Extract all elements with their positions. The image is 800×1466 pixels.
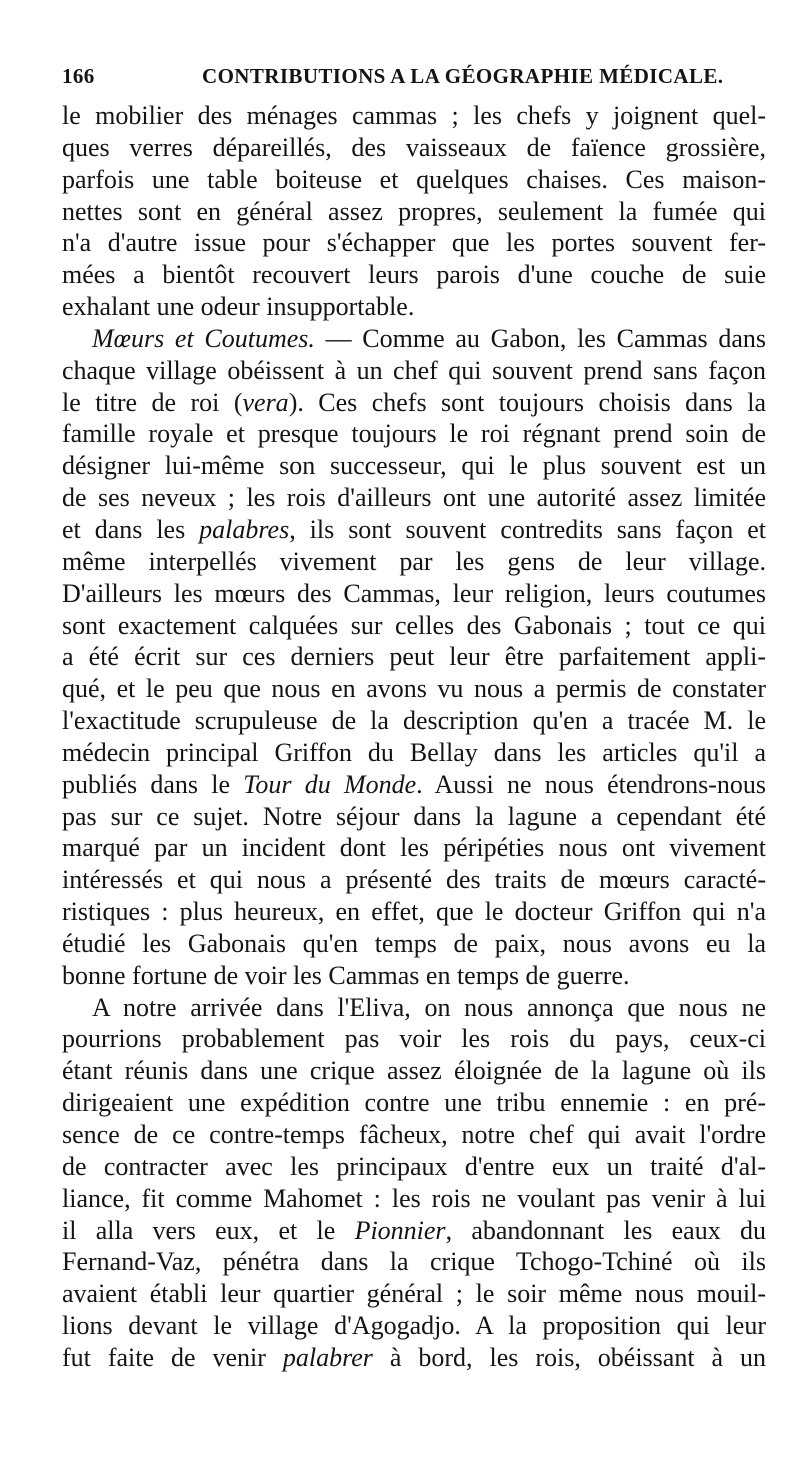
text-fragment: . Aussi ne nous étendrons-nous bbox=[416, 769, 766, 799]
text-line: étudié les Gabonais qu'en temps de paix, nous avons eu la bbox=[62, 928, 766, 958]
text-line: étant réunis dans une crique assez éloignée de la lagune où ils bbox=[62, 1056, 766, 1086]
section-heading-line bbox=[62, 323, 766, 355]
body-text bbox=[62, 100, 766, 1374]
text-line: le mobilier des ménages cammas ; les chefs y joignent quel- bbox=[62, 101, 766, 130]
text-line: pas sur ce sujet. Notre séjour dans la lagune a cependant été bbox=[62, 801, 766, 831]
text-line: médecin principal Griffon du Bellay dans les articles qu'il a bbox=[62, 737, 766, 767]
text-line: Fernand-Vaz, pénétra dans la crique Tchogo-Tchiné où ils bbox=[62, 1247, 766, 1277]
text-line: sont exactement calquées sur celles des Gabonais ; tout ce qui bbox=[62, 610, 766, 640]
text-line: mées a bientôt recouvert leurs parois d'une couche de suie bbox=[62, 260, 766, 290]
text-line: bonne fortune de voir les Cammas en temps de guerre. bbox=[62, 960, 630, 990]
text-fragment: à bord, les rois, obéissant à un bbox=[372, 1342, 766, 1372]
text-fragment: — Comme au Gabon, les Cammas dans bbox=[314, 323, 767, 353]
text-line: de contracter avec les principaux d'entre eux un traité d'al- bbox=[62, 1151, 766, 1181]
text-line: D'ailleurs les mœurs des Cammas, leur religion, leurs coutumes bbox=[62, 578, 766, 608]
text-line: avaient établi leur quartier général ; le soir même nous mouil- bbox=[62, 1279, 766, 1309]
text-line: lions devant le village d'Agogadjo. A la proposition qui leur bbox=[62, 1311, 766, 1341]
text-line: n'a d'autre issue pour s'échapper que les portes souvent fer- bbox=[62, 228, 766, 258]
text-line: marqué par un incident dont les péripéties nous ont vivement bbox=[62, 833, 766, 863]
text-fragment: le titre de roi ( bbox=[62, 387, 243, 417]
text-line: a été écrit sur ces derniers peut leur être parfaitement appli- bbox=[62, 642, 766, 672]
text-line: ristiques : plus heureux, en effet, que le docteur Griffon qui n'a bbox=[62, 897, 766, 927]
italic-term: vera bbox=[242, 387, 289, 417]
text-line: sence de ce contre-temps fâcheux, notre chef qui avait l'ordre bbox=[62, 1120, 766, 1149]
text-line: pourrions probablement pas voir les rois du pays, ceux-ci bbox=[62, 1024, 766, 1054]
text-line: qué, et le peu que nous en avons vu nous a permis de constater bbox=[62, 674, 766, 704]
text-line: nettes sont en général assez propres, seulement la fumée qui bbox=[62, 196, 766, 226]
text-line: famille royale et presque toujours le roi régnant prend soin de bbox=[62, 419, 766, 449]
page-header bbox=[62, 60, 766, 96]
text-line bbox=[62, 387, 766, 419]
text-line: intéressés et qui nous a présenté des traits de mœurs caracté- bbox=[62, 865, 766, 895]
text-line: chaque village obéissent à un chef qui souvent prend sans façon bbox=[62, 355, 766, 385]
text-fragment: , ils sont souvent contredits sans façon et bbox=[289, 514, 766, 544]
italic-term: palabres bbox=[199, 514, 290, 544]
text-line: l'exactitude scrupuleuse de la description qu'en a tracée M. le bbox=[62, 706, 766, 736]
text-line: désigner lui-même son successeur, qui le plus souvent est un bbox=[62, 451, 766, 481]
running-title: CONTRIBUTIONS A LA GÉOGRAPHIE MÉDICALE. bbox=[202, 64, 724, 88]
italic-term: palabrer bbox=[282, 1342, 373, 1372]
italic-term: Tour du Monde bbox=[243, 769, 417, 799]
text-line: même interpellés vivement par les gens de leur village. bbox=[62, 546, 766, 576]
text-fragment: et dans les bbox=[62, 514, 200, 544]
text-line: A notre arrivée dans l'Eliva, on nous annonça que nous ne bbox=[92, 992, 766, 1022]
text-fragment: ). Ces chefs sont toujours choisis dans la bbox=[288, 387, 766, 417]
page-number: 166 bbox=[62, 64, 95, 88]
text-line bbox=[62, 1342, 766, 1374]
text-line: liance, fit comme Mahomet : les rois ne voulant pas venir à lui bbox=[62, 1183, 766, 1213]
text-line: ques verres dépareillés, des vaisseaux de faïence grossière, bbox=[62, 132, 766, 162]
text-line: exhalant une odeur insupportable. bbox=[62, 292, 415, 322]
text-line: dirigeaient une expédition contre une tribu ennemie : en pré- bbox=[62, 1088, 766, 1118]
text-fragment: , abandonnant les eaux du bbox=[445, 1215, 766, 1245]
italic-term: Pionnier bbox=[354, 1215, 446, 1245]
text-fragment: publiés dans le bbox=[62, 769, 244, 799]
text-line bbox=[62, 1215, 766, 1247]
text-line: de ses neveux ; les rois d'ailleurs ont une autorité assez limitée bbox=[62, 483, 766, 513]
text-line bbox=[62, 514, 766, 546]
text-fragment: fut faite de venir bbox=[62, 1342, 283, 1372]
text-line: parfois une table boiteuse et quelques chaises. Ces maison- bbox=[62, 164, 766, 194]
text-fragment: il alla vers eux, et le bbox=[62, 1215, 355, 1245]
text-line bbox=[62, 769, 766, 801]
page bbox=[62, 60, 767, 1372]
section-heading: Mœurs et Coutumes. bbox=[92, 323, 315, 353]
